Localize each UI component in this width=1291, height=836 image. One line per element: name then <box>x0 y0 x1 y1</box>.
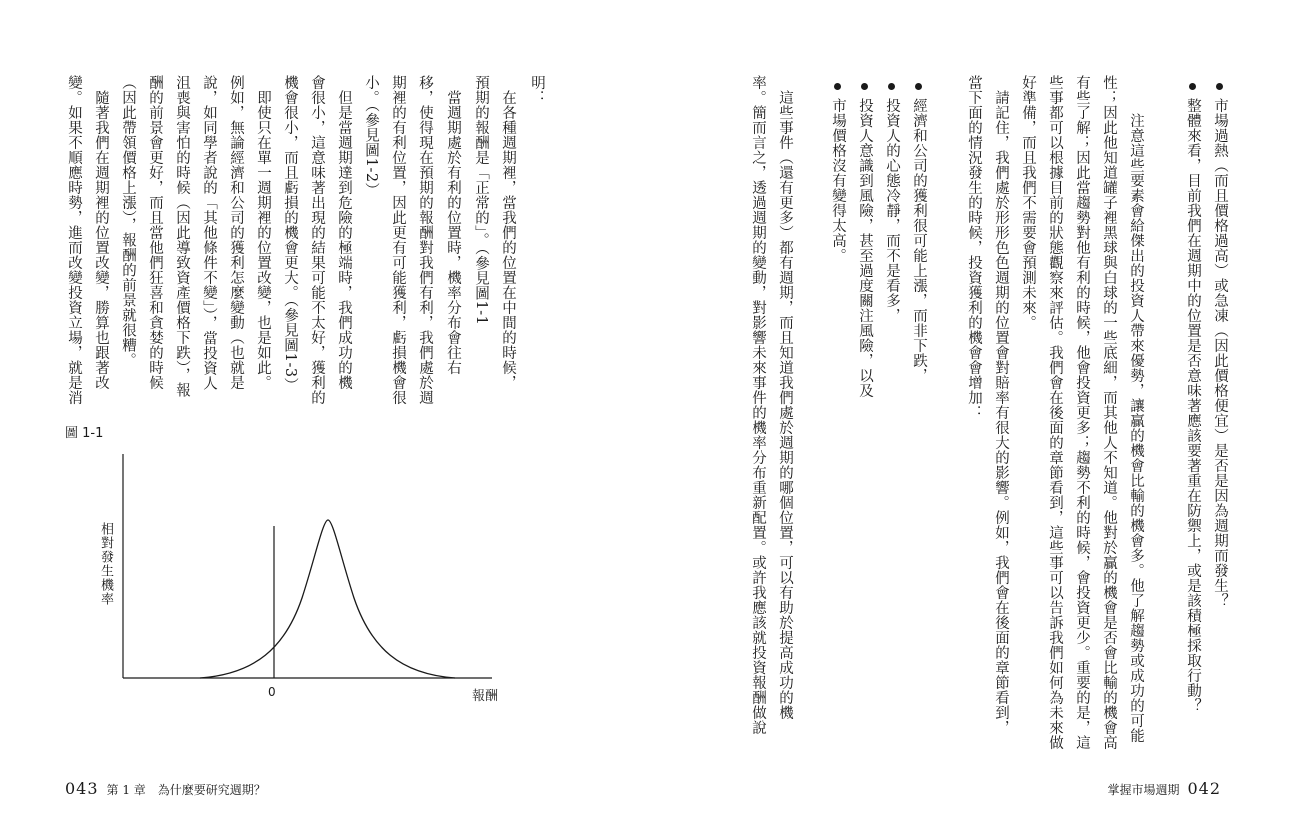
chapter-title: 第 1 章 為什麼要研究週期？ <box>106 783 266 797</box>
body-column: 好準備，而且我們不需要會預測未來。 <box>1020 75 1036 330</box>
bullet-question: 市場過熱（而且價格過高）或急凍（因此價格便宜）是否是因為週期而發生？ <box>1212 98 1228 608</box>
bullet-item: 市場價格沒有變得太高。 <box>830 98 846 263</box>
bullet-item: 投資人的心態冷靜，而不是看多， <box>884 98 900 323</box>
x-axis-label: 報酬 <box>472 689 499 704</box>
bullet-question: 整體來看，目前我們在週期中的位置是否意味著應該要著重在防禦上，或是該積極採取行動？ <box>1185 98 1201 713</box>
body-column: 性；因此他知道罐子裡黑球與白球的一些底細，而其他人不知道。他對於贏的機會是否會比輸的機會高 <box>1101 75 1117 750</box>
running-title: 掌握市場週期 <box>1107 783 1180 797</box>
body-column: 注意這些要素會給傑出的投資人帶來優勢，讓贏的機會比輸的機會多。他了解趨勢或成功的可能 <box>1128 98 1144 743</box>
body-column: 會很小，這意味著出現的結果可能不太好，獲利的 <box>309 75 325 405</box>
distribution-chart <box>80 448 500 688</box>
body-column: 例如，無論經濟和公司的獲利怎麼變動（也就是 <box>228 75 244 390</box>
body-column: 預期的報酬是「正常的」。（參見圖1-1 <box>473 75 489 326</box>
right-page <box>646 0 1291 836</box>
left-footer <box>65 779 266 798</box>
bullet-icon <box>834 83 841 90</box>
bullet-icon <box>888 83 895 90</box>
body-column: 即使只在單一週期裡的位置改變，也是如此。 <box>255 75 271 390</box>
page-number: 042 <box>1187 779 1221 798</box>
body-column: 移，使得現在預期的報酬對我們有利，我們處於週 <box>417 75 433 405</box>
body-column: 機會很小，而且虧損的機會更大。（參見圖1-3） <box>282 75 298 393</box>
y-axis-label: 相對發生機率 <box>98 522 113 606</box>
body-column: 有些了解；因此當趨勢對他有利的時候，他會投資更多；趨勢不利的時候，會投資更少。重要的是，這 <box>1074 75 1090 750</box>
body-column: 但是當週期達到危險的極端時，我們成功的機 <box>336 75 352 390</box>
body-column: 率。簡而言之，透過週期的變動，對影響未來事件的機率分布重新配置。或許我應該就投資報酬做說 <box>750 75 766 735</box>
body-column: （因此帶領價格上漲），報酬的前景就很糟。 <box>120 75 136 368</box>
body-column: 小。（參見圖1-2） <box>363 75 379 198</box>
body-column: 變。如果不順應時勢，進而改變投資立場，就是消 <box>66 75 82 405</box>
bullet-icon <box>861 83 868 90</box>
bullet-icon <box>915 83 922 90</box>
left-page <box>0 0 645 836</box>
page-number: 043 <box>65 779 99 798</box>
bullet-icon <box>1189 83 1196 90</box>
body-column: 酬的前景會更好，而且當他們狂喜和貪婪的時候 <box>147 75 163 390</box>
body-column: 這些事件（還有更多）都有週期，而且知道我們處於週期的哪個位置，可以有助於提高成功的機 <box>777 75 793 720</box>
body-column: 在各種週期裡，當我們的位置在中間的時候， <box>500 75 516 390</box>
body-column: 當下面的情況發生的時候，投資獲利的機會會增加： <box>966 75 982 420</box>
right-footer <box>1107 779 1221 798</box>
bullet-icon <box>1216 83 1223 90</box>
body-column: 些事都可以根據目前的狀態觀察來評估。我們會在後面的章節看到，這些事可以告訴我們如何為未來做 <box>1047 75 1063 750</box>
probability-curve <box>200 520 455 678</box>
body-column: 當週期處於有利的位置時，機率分布會往右 <box>445 75 461 375</box>
body-column: 沮喪與害怕的時候（因此導致資產價格下跌），報 <box>174 75 190 398</box>
figure-label: 圖 1-1 <box>65 426 104 441</box>
body-column: 期裡的有利位置，因此更有可能獲利，虧損機會很 <box>390 75 406 405</box>
body-column: 明： <box>529 75 545 105</box>
body-column: 說，如同學者說的「其他條件不變」），當投資人 <box>201 75 217 391</box>
bullet-item: 投資人意識到風險，甚至過度關注風險，以及 <box>857 98 873 398</box>
body-column: 請記住，我們處於形形色色週期的位置會對賠率有很大的影響。例如，我們會在後面的章節看到， <box>993 75 1009 735</box>
bullet-item: 經濟和公司的獲利很可能上漲，而非下跌， <box>911 98 927 383</box>
x-axis-zero-label: 0 <box>268 685 276 699</box>
body-column: 隨著我們在週期裡的位置改變，勝算也跟著改 <box>93 75 109 390</box>
